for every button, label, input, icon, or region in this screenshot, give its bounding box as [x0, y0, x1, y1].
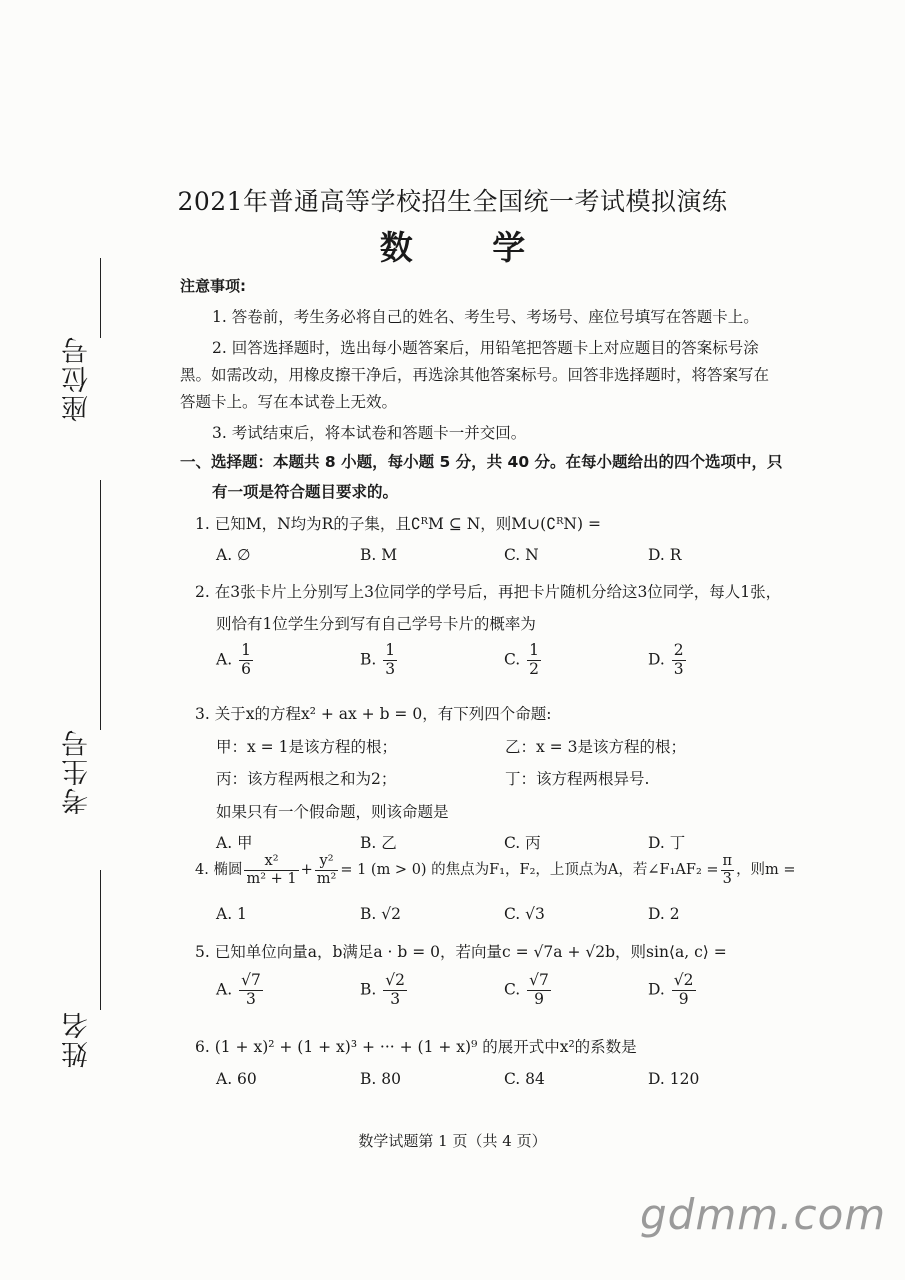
q4-pi-num: π: [722, 853, 733, 869]
q2-option-c: [504, 642, 543, 679]
q6-option-d: D. 120: [648, 1070, 700, 1088]
q5-d-label: D.: [648, 980, 665, 999]
watermark-logo: gdmm.com: [640, 1190, 887, 1239]
q4-mid: = 1 (m > 0) 的焦点为F₁，F₂，上顶点为A，若∠F₁AF₂ =: [340, 862, 719, 879]
notes-title: 注意事项:: [180, 277, 246, 295]
note-2c: 答题卡上。写在本试卷上无效。: [180, 393, 398, 411]
q5-b-label: B.: [360, 980, 377, 999]
q5-b-den: 3: [390, 989, 401, 1008]
q5-option-a: [216, 972, 265, 1009]
q5-c-den: 9: [534, 989, 544, 1008]
q6-option-b: B. 80: [360, 1070, 401, 1088]
page-footer: 数学试题第 1 页（共 4 页）: [358, 1132, 547, 1150]
q4-fraction-y: [315, 853, 339, 887]
q2-option-d: [648, 642, 688, 679]
q5-c-fraction: [527, 972, 551, 1009]
q5-a-den: 3: [246, 989, 256, 1008]
q4-option-a: A. 1: [216, 905, 247, 923]
q4-option-c: C. √3: [504, 905, 545, 923]
q2-b-fraction: [383, 642, 397, 679]
q2-d-fraction: [672, 642, 686, 679]
q1-option-a: A. ∅: [216, 546, 251, 564]
q4-option-d: D. 2: [648, 905, 680, 923]
q2-c-fraction: [527, 642, 541, 679]
exam-number-line: [100, 480, 101, 730]
q5-d-num: √2: [673, 971, 694, 989]
section-heading-a: 一、选择题：本题共 8 小题，每小题 5 分，共 40 分。在每小题给出的四个选项中，只: [180, 453, 783, 471]
q4-pi-den: 3: [722, 870, 732, 887]
q5-option-d: [648, 972, 698, 1009]
q3-option-b: B. 乙: [360, 834, 397, 852]
note-1: 1. 答卷前，考生务必将自己的姓名、考生号、考场号、座位号填写在答题卡上。: [212, 308, 759, 326]
q2-option-b: [360, 642, 399, 679]
q4-post: ，则m =: [736, 862, 796, 879]
q3-ask: 如果只有一个假命题，则该命题是: [216, 803, 449, 821]
q1-option-c: C. N: [504, 546, 539, 564]
q2-option-a: [216, 642, 255, 679]
subject-title: 数 学: [379, 228, 560, 267]
q1-option-b: B. M: [360, 546, 398, 564]
q4-fraction-pi: [721, 853, 735, 887]
q3-proposition-3: 丙：该方程两根之和为2；: [216, 770, 397, 788]
q4-fraction-x: [244, 853, 298, 887]
q3-option-d: D. 丁: [648, 834, 686, 852]
q4-pre: 4. 椭圆: [195, 862, 243, 879]
q2-stem-2: 则恰有1位学生分到写有自己学号卡片的概率为: [216, 615, 536, 633]
note-3: 3. 考试结束后，将本试卷和答题卡一并交回。: [212, 424, 527, 442]
q6-option-c: C. 84: [504, 1070, 545, 1088]
q5-d-den: 9: [678, 989, 689, 1008]
seat-number-line: [100, 258, 101, 338]
q5-stem: 5. 已知单位向量a，b满足a · b = 0，若向量c = √7a + √2b，则sin⟨a, c⟩ =: [195, 943, 727, 961]
name-line: [100, 870, 101, 1010]
q5-c-num: √7: [529, 971, 549, 989]
q5-option-c: [504, 972, 553, 1009]
q3-proposition-2: 乙：x = 3是该方程的根；: [505, 738, 686, 756]
q1-stem: 1. 已知M，N均为R的子集，且∁ᴿM ⊆ N，则M∪(∁ᴿN) =: [195, 515, 601, 533]
q5-c-label: C.: [504, 980, 521, 999]
section-heading-b: 有一项是符合题目要求的。: [212, 483, 399, 501]
q2-a-den: 6: [241, 659, 251, 678]
seat-number-label: 座位号: [62, 335, 93, 422]
q1-option-d: D. R: [648, 546, 682, 564]
q3-proposition-1: 甲：x = 1是该方程的根；: [216, 738, 397, 756]
q2-stem-1: 2. 在3张卡片上分别写上3位同学的学号后，再把卡片随机分给这3位同学，每人1张，: [195, 583, 782, 601]
q6-option-a: A. 60: [216, 1070, 257, 1088]
q2-b-den: 3: [385, 659, 396, 678]
q4-option-b: B. √2: [360, 905, 401, 923]
exam-title: 2021年普通高等学校招生全国统一考试模拟演练: [177, 187, 728, 216]
name-label: 姓名: [62, 1010, 93, 1068]
q5-a-label: A.: [216, 980, 233, 999]
q3-proposition-4: 丁：该方程两根异号.: [505, 770, 650, 788]
q5-b-num: √2: [385, 971, 406, 989]
q4-fx-den: m² + 1: [246, 870, 297, 887]
q5-option-b: [360, 972, 409, 1009]
q5-b-fraction: [383, 972, 407, 1009]
q6-stem: 6. (1 + x)² + (1 + x)³ + ··· + (1 + x)⁹ 的展开式中x²的系数是: [195, 1038, 637, 1056]
note-2a: 2. 回答选择题时，选出每小题答案后，用铅笔把答题卡上对应题目的答案标号涂: [212, 339, 759, 357]
q3-stem: 3. 关于x的方程x² + ax + b = 0，有下列四个命题:: [195, 705, 552, 723]
q2-a-num: 1: [241, 641, 251, 659]
q2-a-label: A.: [216, 650, 233, 669]
q5-d-fraction: [672, 972, 696, 1009]
q4-stem: [195, 853, 796, 887]
note-2b: 黑。如需改动，用橡皮擦干净后，再选涂其他答案标号。回答非选择题时，将答案写在: [180, 366, 770, 384]
candidate-info-sidebar: [0, 0, 140, 1280]
q5-a-num: √7: [241, 971, 261, 989]
q4-fx-num: x²: [244, 853, 298, 871]
q2-d-den: 3: [673, 659, 684, 678]
q2-a-fraction: [239, 642, 253, 679]
q3-option-a: A. 甲: [216, 834, 253, 852]
q4-plus: +: [300, 862, 313, 879]
q2-c-num: 1: [529, 641, 540, 659]
q2-d-num: 2: [673, 641, 684, 659]
q5-a-fraction: [239, 972, 263, 1009]
q2-c-label: C.: [504, 650, 521, 669]
q4-fy-den: m²: [316, 870, 337, 887]
q2-b-num: 1: [385, 641, 396, 659]
q2-b-label: B.: [360, 650, 377, 669]
q3-option-c: C. 丙: [504, 834, 541, 852]
q2-c-den: 2: [529, 659, 540, 678]
exam-number-label: 考生号: [62, 728, 93, 815]
q4-fy-num: y²: [315, 853, 339, 871]
q2-d-label: D.: [648, 650, 665, 669]
